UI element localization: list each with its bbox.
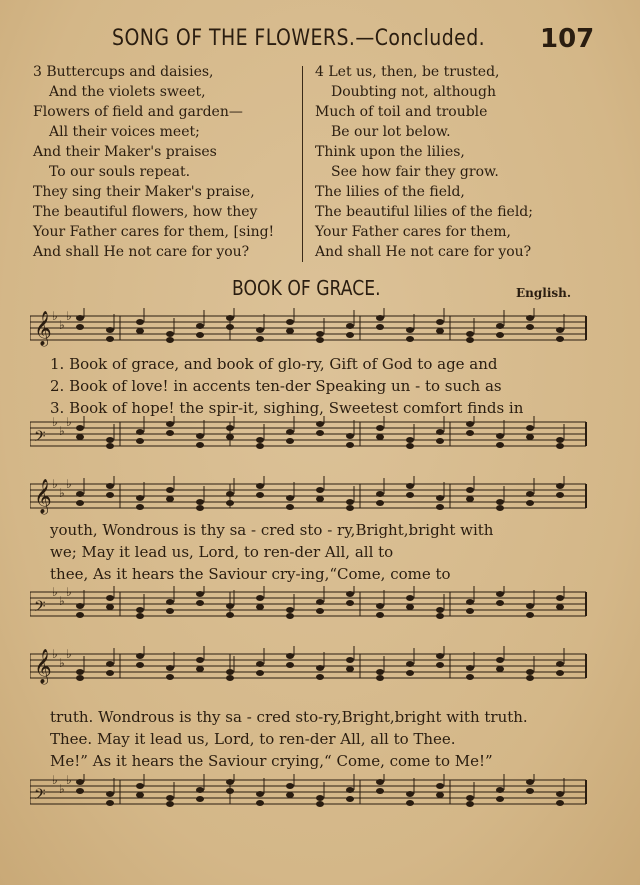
note-head	[346, 796, 354, 802]
note-head	[226, 675, 234, 681]
verse-line: And shall He not care for you?	[315, 244, 532, 260]
note-head	[166, 337, 174, 343]
note-head	[436, 319, 444, 325]
note-head	[406, 327, 414, 333]
note-head	[556, 604, 564, 610]
note-head	[466, 608, 474, 614]
note-head	[136, 662, 144, 668]
note-head	[136, 429, 144, 435]
flat-icon: ♭	[66, 586, 72, 599]
note-head	[376, 669, 384, 675]
treble-staff-notation	[30, 308, 588, 358]
note-head	[316, 608, 324, 614]
note-head	[316, 674, 324, 680]
note-head	[466, 496, 474, 502]
bass-staff-notation	[30, 586, 588, 626]
note-head	[556, 483, 564, 489]
note-head	[196, 591, 204, 597]
note-head	[286, 613, 294, 619]
note-head	[106, 327, 114, 333]
note-head	[226, 669, 234, 675]
note-head	[196, 796, 204, 802]
verse-line: Flowers of field and garden—	[33, 104, 243, 120]
note-head	[106, 604, 114, 610]
note-head	[406, 670, 414, 676]
lyric-line: thee, As it hears the Saviour cry-ing,“Come, come to	[50, 565, 451, 583]
note-head	[76, 779, 84, 785]
flat-icon: ♭	[52, 774, 58, 787]
verse-line: All their voices meet;	[49, 124, 200, 140]
verse-line: Doubting not, although	[331, 84, 497, 100]
note-head	[256, 483, 264, 489]
note-head	[526, 603, 534, 609]
note-head	[346, 600, 354, 606]
lyric-line: Me!” As it hears the Saviour crying,“ Come, come to Me!”	[50, 752, 493, 770]
note-head	[436, 504, 444, 510]
note-head	[106, 336, 114, 342]
note-head	[526, 315, 534, 321]
note-head	[466, 801, 474, 807]
note-head	[226, 324, 234, 330]
note-head	[496, 796, 504, 802]
note-head	[196, 332, 204, 338]
note-head	[496, 499, 504, 505]
note-head	[466, 331, 474, 337]
note-head	[346, 505, 354, 511]
music-system-2	[30, 476, 588, 626]
note-head	[226, 788, 234, 794]
note-head	[436, 328, 444, 334]
note-head	[406, 492, 414, 498]
note-head	[76, 612, 84, 618]
verse-line: And the violets sweet,	[49, 84, 206, 100]
note-head	[106, 595, 114, 601]
note-head	[226, 425, 234, 431]
note-head	[286, 607, 294, 613]
flat-icon: ♭	[52, 477, 58, 491]
music-system-1	[30, 308, 588, 456]
flat-icon: ♭	[59, 656, 65, 670]
lyric-line: we; May it lead us, Lord, to ren-der All, all to	[50, 543, 394, 561]
note-head	[136, 653, 144, 659]
note-head	[106, 492, 114, 498]
lyrics-block	[50, 353, 588, 419]
note-head	[166, 331, 174, 337]
note-head	[256, 492, 264, 498]
note-head	[406, 604, 414, 610]
note-head	[496, 787, 504, 793]
treble-staff	[30, 646, 588, 696]
verse-line: The beautiful flowers, how they	[33, 204, 258, 220]
note-head	[406, 800, 414, 806]
note-head	[376, 500, 384, 506]
note-head	[466, 795, 474, 801]
verse-line: The beautiful lilies of the field;	[315, 204, 533, 220]
note-head	[76, 500, 84, 506]
note-head	[526, 491, 534, 497]
note-head	[496, 591, 504, 597]
note-head	[136, 613, 144, 619]
note-head	[526, 779, 534, 785]
note-head	[76, 675, 84, 681]
note-head	[376, 675, 384, 681]
column-divider	[302, 66, 303, 262]
treble-staff	[30, 308, 588, 358]
note-head	[496, 505, 504, 511]
flat-icon: ♭	[66, 477, 72, 491]
note-head	[286, 783, 294, 789]
note-head	[346, 499, 354, 505]
note-head	[196, 787, 204, 793]
note-head	[136, 319, 144, 325]
note-head	[556, 800, 564, 806]
note-head	[526, 612, 534, 618]
note-head	[346, 323, 354, 329]
note-head	[166, 795, 174, 801]
note-head	[286, 319, 294, 325]
treble-clef-icon: 𝄞	[34, 311, 52, 346]
lyric-line: youth, Wondrous is thy sa - cred sto - ry,Bright,bright with	[50, 521, 494, 539]
note-head	[286, 438, 294, 444]
note-head	[436, 613, 444, 619]
note-head	[436, 792, 444, 798]
note-head	[526, 425, 534, 431]
verse-line: 3 Buttercups and daisies,	[33, 64, 214, 80]
bass-clef-icon: 𝄢	[34, 598, 46, 619]
bass-clef-icon: 𝄢	[34, 786, 46, 807]
note-head	[166, 599, 174, 605]
note-head	[376, 434, 384, 440]
note-head	[376, 315, 384, 321]
note-head	[496, 666, 504, 672]
note-head	[76, 434, 84, 440]
note-head	[406, 443, 414, 449]
note-head	[256, 336, 264, 342]
treble-clef-icon: 𝄞	[34, 649, 52, 684]
note-head	[226, 779, 234, 785]
note-head	[316, 331, 324, 337]
verse-line: Much of toil and trouble	[315, 104, 488, 120]
note-head	[286, 328, 294, 334]
note-head	[346, 591, 354, 597]
note-head	[496, 332, 504, 338]
note-head	[226, 491, 234, 497]
note-head	[406, 661, 414, 667]
verse-4	[315, 62, 615, 262]
note-head	[136, 607, 144, 613]
note-head	[556, 437, 564, 443]
flat-icon: ♭	[66, 647, 72, 661]
note-head	[286, 504, 294, 510]
note-head	[106, 670, 114, 676]
flat-icon: ♭	[52, 586, 58, 599]
note-head	[136, 783, 144, 789]
note-head	[466, 599, 474, 605]
note-head	[76, 669, 84, 675]
note-head	[526, 675, 534, 681]
note-head	[436, 662, 444, 668]
note-head	[256, 327, 264, 333]
page-number: 107	[540, 24, 595, 54]
hymn-title: BOOK OF GRACE.	[232, 276, 381, 300]
note-head	[526, 434, 534, 440]
note-head	[196, 499, 204, 505]
note-head	[196, 433, 204, 439]
note-head	[196, 442, 204, 448]
flat-icon: ♭	[66, 774, 72, 787]
note-head	[76, 425, 84, 431]
note-head	[406, 437, 414, 443]
tune-attribution: English.	[516, 286, 572, 300]
note-head	[106, 437, 114, 443]
note-head	[136, 495, 144, 501]
note-head	[196, 323, 204, 329]
note-head	[346, 657, 354, 663]
flat-icon: ♭	[59, 782, 65, 796]
note-head	[376, 324, 384, 330]
note-head	[226, 612, 234, 618]
verse-3	[33, 62, 303, 262]
note-head	[256, 437, 264, 443]
note-head	[526, 324, 534, 330]
note-head	[226, 603, 234, 609]
note-head	[346, 332, 354, 338]
note-head	[196, 666, 204, 672]
flat-icon: ♭	[66, 416, 72, 429]
flat-icon: ♭	[52, 416, 58, 429]
note-head	[496, 600, 504, 606]
note-head	[166, 608, 174, 614]
note-head	[316, 801, 324, 807]
note-head	[316, 496, 324, 502]
note-head	[286, 653, 294, 659]
note-head	[106, 483, 114, 489]
note-head	[166, 421, 174, 427]
note-head	[436, 783, 444, 789]
note-head	[166, 487, 174, 493]
note-head	[346, 442, 354, 448]
lyric-line: truth. Wondrous is thy sa - cred sto-ry,Bright,bright with truth.	[50, 708, 528, 726]
note-head	[556, 661, 564, 667]
note-head	[106, 800, 114, 806]
note-head	[226, 500, 234, 506]
note-head	[316, 430, 324, 436]
note-head	[376, 788, 384, 794]
note-head	[316, 487, 324, 493]
running-title: SONG OF THE FLOWERS.—Concluded.	[112, 26, 486, 51]
note-head	[196, 657, 204, 663]
bass-staff-notation	[30, 774, 588, 814]
verse-line: Your Father cares for them,	[315, 224, 511, 240]
note-head	[406, 336, 414, 342]
note-head	[556, 492, 564, 498]
bass-clef-icon: 𝄢	[34, 428, 46, 449]
bass-staff	[30, 416, 588, 456]
note-head	[526, 669, 534, 675]
lyric-line: 3. Book of hope! the spir-it, sighing, Sweetest comfort finds in	[50, 399, 524, 417]
note-head	[256, 604, 264, 610]
note-head	[166, 801, 174, 807]
note-head	[496, 433, 504, 439]
note-head	[436, 429, 444, 435]
note-head	[286, 495, 294, 501]
verse-line: See how fair they grow.	[331, 164, 499, 180]
note-head	[556, 595, 564, 601]
bass-staff-notation	[30, 416, 588, 456]
note-head	[436, 653, 444, 659]
note-head	[166, 430, 174, 436]
note-head	[286, 792, 294, 798]
note-head	[436, 438, 444, 444]
note-head	[496, 657, 504, 663]
flat-icon: ♭	[59, 594, 65, 608]
note-head	[496, 442, 504, 448]
verse-line: To our souls repeat.	[49, 164, 191, 180]
note-head	[466, 487, 474, 493]
flat-icon: ♭	[66, 309, 72, 323]
note-head	[406, 595, 414, 601]
note-head	[376, 425, 384, 431]
verse-line: The lilies of the field,	[315, 184, 465, 200]
note-head	[196, 600, 204, 606]
note-head	[76, 491, 84, 497]
note-head	[256, 595, 264, 601]
flat-icon: ♭	[59, 486, 65, 500]
verse-line: And shall He not care for you?	[33, 244, 250, 260]
note-head	[556, 336, 564, 342]
note-head	[226, 434, 234, 440]
lyric-line: Thee. May it lead us, Lord, to ren-der All, all to Thee.	[50, 730, 456, 748]
note-head	[166, 665, 174, 671]
flat-icon: ♭	[59, 318, 65, 332]
note-head	[106, 791, 114, 797]
lyrics-block	[50, 519, 588, 585]
note-head	[316, 421, 324, 427]
note-head	[196, 505, 204, 511]
bass-staff	[30, 586, 588, 626]
lyrics-block	[50, 706, 588, 772]
note-head	[286, 429, 294, 435]
note-head	[136, 504, 144, 510]
note-head	[406, 791, 414, 797]
note-head	[346, 666, 354, 672]
note-head	[466, 674, 474, 680]
verse-line: And their Maker's praises	[33, 144, 217, 160]
treble-staff-notation	[30, 646, 588, 696]
note-head	[466, 430, 474, 436]
note-head	[316, 599, 324, 605]
note-head	[106, 443, 114, 449]
note-head	[256, 443, 264, 449]
note-head	[316, 337, 324, 343]
note-head	[376, 612, 384, 618]
note-head	[316, 665, 324, 671]
note-head	[256, 800, 264, 806]
music-system-3	[30, 646, 588, 816]
note-head	[166, 674, 174, 680]
note-head	[466, 337, 474, 343]
treble-clef-icon: 𝄞	[34, 479, 52, 514]
note-head	[556, 327, 564, 333]
note-head	[556, 443, 564, 449]
note-head	[226, 315, 234, 321]
note-head	[436, 495, 444, 501]
note-head	[466, 421, 474, 427]
note-head	[466, 665, 474, 671]
flat-icon: ♭	[52, 647, 58, 661]
note-head	[106, 661, 114, 667]
note-head	[136, 438, 144, 444]
note-head	[526, 500, 534, 506]
note-head	[76, 315, 84, 321]
page-header	[0, 26, 640, 62]
note-head	[256, 661, 264, 667]
verse-line: 4 Let us, then, be trusted,	[315, 64, 500, 80]
note-head	[316, 795, 324, 801]
note-head	[406, 483, 414, 489]
note-head	[286, 662, 294, 668]
bass-staff	[30, 774, 588, 814]
verse-line: Your Father cares for them, [sing!	[33, 224, 275, 240]
note-head	[556, 791, 564, 797]
note-head	[76, 324, 84, 330]
note-head	[436, 607, 444, 613]
note-head	[376, 779, 384, 785]
verse-line: Think upon the lilies,	[315, 144, 465, 160]
note-head	[256, 670, 264, 676]
lyric-line: 1. Book of grace, and book of glo-ry, Gift of God to age and	[50, 355, 498, 373]
verse-line: Be our lot below.	[331, 124, 451, 140]
note-head	[256, 791, 264, 797]
note-head	[76, 603, 84, 609]
note-head	[136, 792, 144, 798]
flat-icon: ♭	[52, 309, 58, 323]
note-head	[346, 433, 354, 439]
note-head	[376, 491, 384, 497]
note-head	[166, 496, 174, 502]
note-head	[376, 603, 384, 609]
note-head	[136, 328, 144, 334]
note-head	[76, 788, 84, 794]
note-head	[556, 670, 564, 676]
verse-line: They sing their Maker's praise,	[33, 184, 255, 200]
note-head	[526, 788, 534, 794]
note-head	[346, 787, 354, 793]
flat-icon: ♭	[59, 424, 65, 438]
note-head	[496, 323, 504, 329]
lyric-line: 2. Book of love! in accents ten-der Speaking un - to such as	[50, 377, 502, 395]
